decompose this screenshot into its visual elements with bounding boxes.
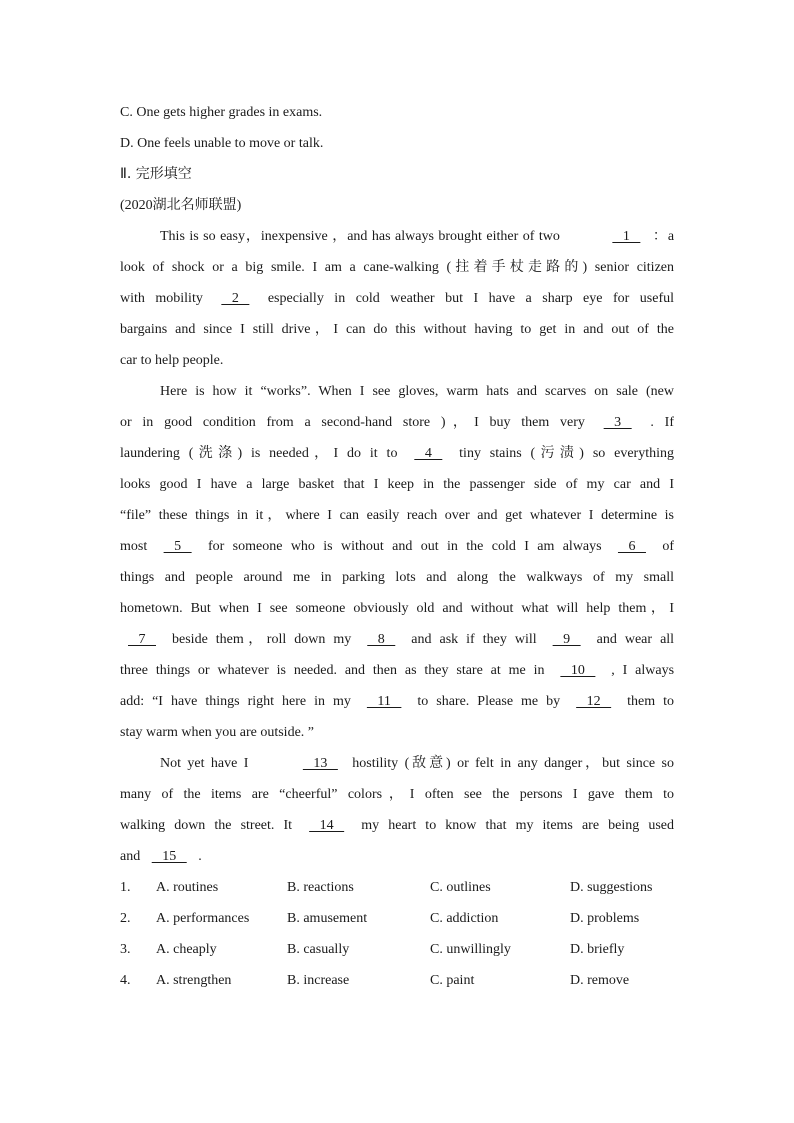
passage-text: to share. Please me by (417, 694, 561, 709)
passage-text: and wear all (596, 632, 674, 647)
passage-text: stay warm when you are outside. ” (120, 725, 314, 740)
passage-text: . If (650, 415, 674, 430)
blank-8: 8 (367, 632, 396, 647)
blank-4: 4 (414, 446, 443, 461)
cloze-passage (120, 221, 674, 872)
blank-9: 9 (552, 632, 581, 647)
passage-line (120, 841, 674, 872)
passage-line (120, 438, 674, 469)
option-a: A. routines (156, 880, 219, 895)
blank-12: 12 (576, 694, 612, 709)
blank-3: 3 (603, 415, 632, 430)
passage-text: . (198, 849, 202, 864)
passage-line (120, 810, 674, 841)
blank-1: 1 (612, 229, 641, 244)
question-number: 1. (120, 880, 131, 895)
passage-line (120, 624, 674, 655)
option-c: C. paint (430, 973, 475, 988)
option-b: B. increase (287, 973, 350, 988)
blank-7: 7 (128, 632, 156, 647)
passage-line (120, 252, 674, 283)
passage-text: many of the items are “cheerful” colors，I often see the persons I gave them to (120, 787, 674, 802)
passage-text: them to (627, 694, 674, 709)
passage-text: most (120, 539, 148, 554)
document-body (120, 97, 674, 996)
option-d: D. problems (570, 911, 640, 926)
passage-text: three things or whatever is needed. and then as they stare at me in (120, 663, 545, 678)
option-row (120, 872, 674, 903)
option-d: D. briefly (570, 942, 625, 957)
passage-line (120, 314, 674, 345)
option-d-prev: D. One feels unable to move or talk. (120, 136, 324, 151)
passage-text: my heart to know that my items are being used (361, 818, 674, 833)
passage-line (120, 407, 674, 438)
option-b: B. amusement (287, 911, 368, 926)
blank-6: 6 (617, 539, 646, 554)
passage-text: and ask if they will (411, 632, 537, 647)
option-row (120, 965, 674, 996)
blank-13: 13 (302, 756, 338, 771)
passage-text: add: “I have things right here in my (120, 694, 351, 709)
passage-text: Here is how it “works”. When I see gloves, warm hats and scarves on sale (new (160, 384, 674, 399)
passage-text: Not yet have I (160, 756, 249, 771)
passage-text: with mobility (120, 291, 203, 306)
blank-10: 10 (560, 663, 596, 678)
option-row (120, 934, 674, 965)
passage-text: laundering (洗涤) is needed，I do it to (120, 446, 398, 461)
blank-11: 11 (366, 694, 402, 709)
option-a: A. cheaply (156, 942, 217, 957)
passage-text: especially in cold weather but I have a sharp eye for useful (267, 291, 674, 306)
option-row (120, 903, 674, 934)
option-d: D. remove (570, 973, 630, 988)
passage-text: things and people around me in parking lots and along the walkways of my small (120, 570, 674, 585)
question-number: 3. (120, 942, 131, 957)
passage-text: or in good condition from a second-hand store )，I buy them very (120, 415, 585, 430)
passage-line (120, 221, 674, 252)
passage-text: beside them，roll down my (172, 632, 352, 647)
passage-line (120, 686, 674, 717)
passage-line (120, 283, 674, 314)
question-number: 2. (120, 911, 131, 926)
passage-line (120, 376, 674, 407)
passage-text: for someone who is without and out in the cold I am always (207, 539, 602, 554)
passage-text: hometown. But when I see someone obviously old and without what will help them，I (120, 601, 674, 616)
blank-14: 14 (309, 818, 345, 833)
source-label: (2020湖北名师联盟) (120, 198, 242, 213)
option-b: B. casually (287, 942, 350, 957)
option-d: D. suggestions (570, 880, 653, 895)
passage-line (120, 500, 674, 531)
passage-line (120, 345, 674, 376)
passage-line (120, 593, 674, 624)
passage-line (120, 748, 674, 779)
passage-text: tiny stains (污渍) so everything (459, 446, 674, 461)
passage-text: bargains and since I still drive，I can do this without having to get in and out of the (120, 322, 674, 337)
passage-text: “file” these things in it，where I can easily reach over and get whatever I determine is (120, 508, 674, 523)
passage-line (120, 469, 674, 500)
passage-line (120, 717, 674, 748)
blank-5: 5 (163, 539, 192, 554)
passage-text: and (120, 849, 141, 864)
section-heading: Ⅱ. 完形填空 (120, 166, 192, 182)
passage-text: This is so easy，inexpensive ，and has always brought either of two (160, 229, 560, 244)
passage-text: ：a (652, 229, 674, 244)
passage-text: of (662, 539, 674, 554)
question-number: 4. (120, 973, 131, 988)
option-c: C. outlines (430, 880, 491, 895)
passage-text: car to help people. (120, 353, 224, 368)
passage-line (120, 655, 674, 686)
passage-text: walking down the street. It (120, 818, 293, 833)
passage-line (120, 562, 674, 593)
option-a: A. performances (156, 911, 250, 926)
passage-line (120, 531, 674, 562)
passage-line (120, 779, 674, 810)
blank-2: 2 (221, 291, 250, 306)
passage-text: hostility (敌意) or felt in any danger，but since so (352, 756, 674, 771)
option-a: A. strengthen (156, 973, 232, 988)
option-c: C. addiction (430, 911, 499, 926)
passage-text: look of shock or a big smile. I am a cane-walking (拄着手杖走路的) senior citizen (120, 260, 674, 275)
blank-15: 15 (151, 849, 187, 864)
passage-text: looks good I have a large basket that I keep in the passenger side of my car and I (120, 477, 674, 492)
option-c: C. unwillingly (430, 942, 511, 957)
option-c-prev: C. One gets higher grades in exams. (120, 105, 323, 120)
passage-text: , I always (611, 663, 674, 678)
answer-options (120, 872, 674, 996)
option-b: B. reactions (287, 880, 354, 895)
